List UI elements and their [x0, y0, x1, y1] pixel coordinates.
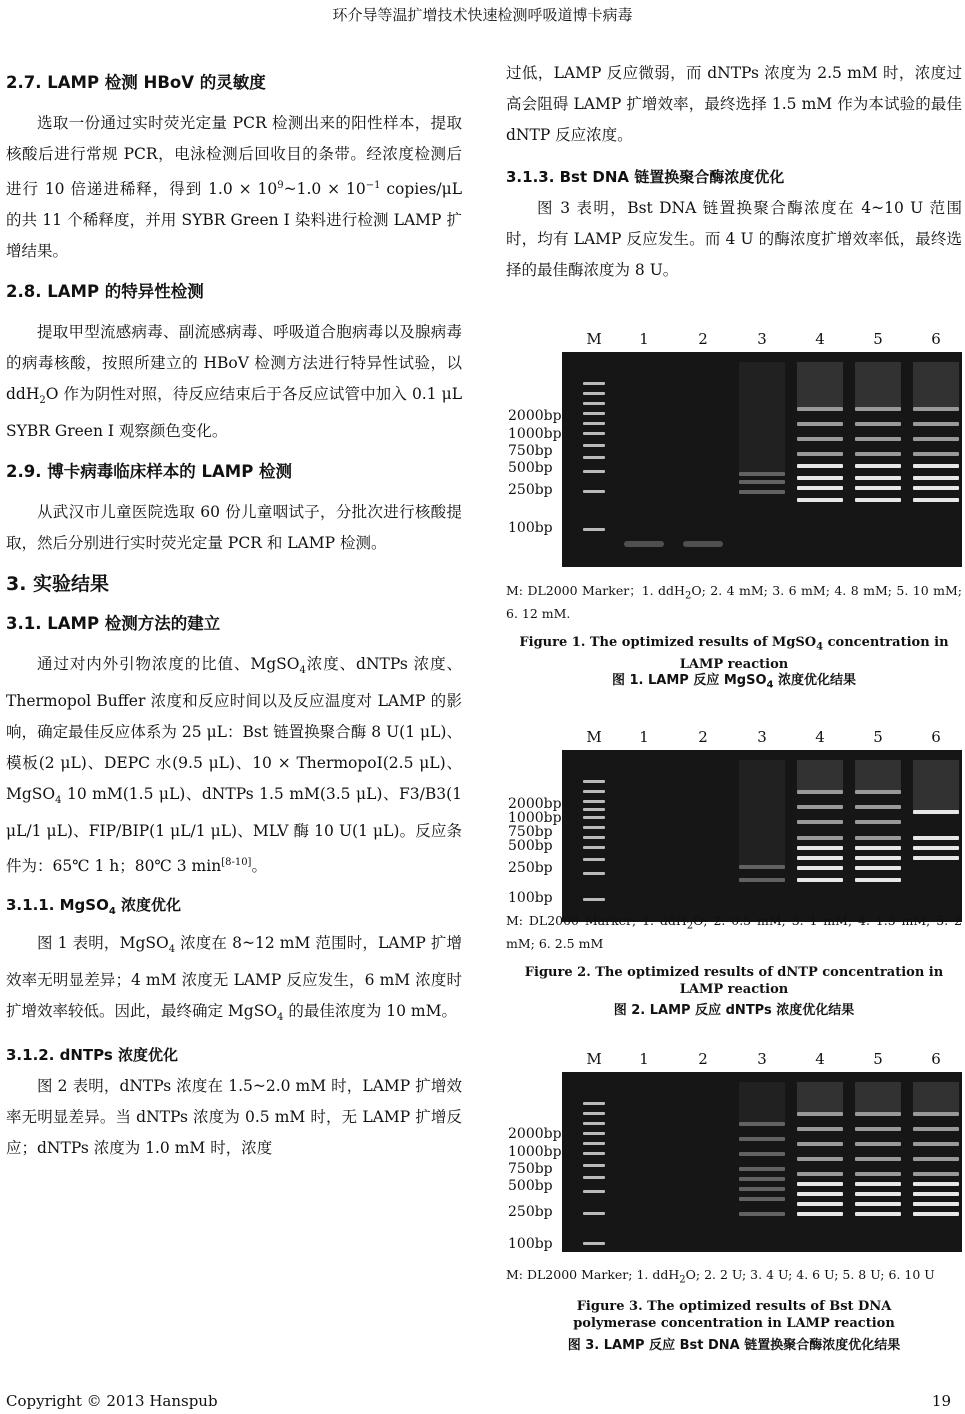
- size-marker-label: 1000bp: [508, 810, 562, 826]
- gel-band: [583, 1142, 605, 1145]
- primer-dimer-band: [624, 541, 664, 547]
- size-marker-label: 100bp: [508, 890, 553, 906]
- gel-band: [855, 422, 901, 426]
- size-marker-label: 250bp: [508, 1204, 553, 1220]
- gel-band: [583, 1112, 605, 1115]
- gel-band: [855, 1127, 901, 1131]
- gel-band: [797, 422, 843, 426]
- gel-band: [583, 490, 605, 493]
- gel-band: [797, 836, 843, 840]
- lane-label-5: 5: [873, 330, 883, 348]
- gel-smear: [739, 1082, 785, 1122]
- size-marker-label: 2000bp: [508, 796, 562, 812]
- gel-band: [583, 422, 605, 425]
- gel-band: [583, 1176, 605, 1179]
- gel-bands-3: [562, 1072, 962, 1252]
- gel-band: [797, 498, 843, 502]
- gel-band: [913, 437, 959, 441]
- lane-label-4: 4: [815, 1050, 825, 1068]
- gel-band: [739, 1167, 785, 1171]
- gel-band: [797, 866, 843, 870]
- gel-band: [913, 1192, 959, 1196]
- section-heading-3-1: 3.1. LAMP 检测方法的建立: [6, 614, 221, 634]
- gel-band: [583, 432, 605, 435]
- gel-smear: [739, 362, 785, 472]
- gel-band: [583, 836, 605, 839]
- figure-1-caption-cn: 图 1. LAMP 反应 MgSO$_4$ 浓度优化结果: [611, 673, 857, 691]
- gel-band: [797, 1202, 843, 1206]
- size-marker-label: 500bp: [508, 1178, 553, 1194]
- size-marker-label: 1000bp: [508, 426, 562, 442]
- gel-band: [855, 836, 901, 840]
- gel-band: [739, 1152, 785, 1156]
- gel-band: [913, 422, 959, 426]
- section-heading-2-9: 2.9. 博卡病毒临床样本的 LAMP 检测: [6, 462, 293, 482]
- size-marker-label: 1000bp: [508, 1144, 562, 1160]
- gel-band: [855, 1192, 901, 1196]
- gel-band: [855, 1142, 901, 1146]
- paragraph-2-7: 选取一份通过实时荧光定量 PCR 检测出来的阳性样本，提取核酸后进行常规 PCR，电泳检测后回收目的条带。经浓度检测后进行 10 倍递进稀释，得到 $1.0 \times 10^9\sim 1.0 \times 10^{-1}$ copies/μL 的共 11 个稀释度，并用 SYBR Green I 染料进行检测 LAMP 扩增结果。: [6, 114, 462, 261]
- gel-band: [913, 810, 959, 814]
- gel-band: [583, 1212, 605, 1215]
- lane-label-2: 2: [698, 330, 708, 348]
- figure-2-legend: M: DL2000 Marker; 1. ddH$_2$O; 2. 0.5 mM; 3. 1 mM; 4. 1.5 mM; 5. 2 mM; 6. 2.5 mM: [506, 913, 962, 951]
- gel-band: [797, 1127, 843, 1131]
- figure-3-caption-cn: 图 3. LAMP 反应 Bst DNA 链置换聚合酶浓度优化结果: [567, 1338, 901, 1353]
- gel-band: [855, 498, 901, 502]
- gel-band: [913, 1127, 959, 1131]
- gel-band: [855, 1202, 901, 1206]
- gel-band: [797, 820, 843, 824]
- gel-band: [797, 407, 843, 411]
- gel-band: [855, 1172, 901, 1176]
- gel-band: [583, 898, 605, 901]
- gel-band: [855, 866, 901, 870]
- paragraph-2-9: 从武汉市儿童医院选取 60 份儿童咽试子，分批次进行核酸提取，然后分别进行实时荧光定量 PCR 和 LAMP 检测。: [6, 503, 462, 553]
- size-marker-label: 500bp: [508, 838, 553, 854]
- gel-band: [797, 464, 843, 468]
- section-heading-2-8: 2.8. LAMP 的特异性检测: [6, 282, 204, 302]
- lane-label-1: 1: [639, 1050, 649, 1068]
- size-marker-label: 750bp: [508, 443, 553, 459]
- lane-label-6: 6: [931, 1050, 941, 1068]
- gel-band: [797, 846, 843, 850]
- lane-label-5: 5: [873, 1050, 883, 1068]
- figure-1-legend: M: DL2000 Marker；1. ddH$_2$O; 2. 4 mM; 3. 6 mM; 4. 8 mM; 5. 10 mM; 6. 12 mM.: [506, 583, 962, 621]
- gel-image-2: [562, 750, 962, 922]
- gel-bands-2: [562, 750, 962, 922]
- gel-band: [583, 816, 605, 819]
- gel-band: [913, 1202, 959, 1206]
- primer-dimer-band: [683, 541, 723, 547]
- gel-band: [913, 1172, 959, 1176]
- section-heading-3-1-1: 3.1.1. MgSO$_4$ 浓度优化: [6, 895, 182, 917]
- gel-band: [855, 1212, 901, 1216]
- gel-band: [797, 856, 843, 860]
- gel-band: [855, 856, 901, 860]
- footer-copyright: Copyright © 2013 Hanspub: [6, 1392, 218, 1410]
- gel-band: [797, 1142, 843, 1146]
- gel-band: [913, 1142, 959, 1146]
- lane-label-1: 1: [639, 728, 649, 746]
- lane-label-3: 3: [757, 330, 767, 348]
- gel-band: [583, 846, 605, 849]
- lane-label-3: 3: [757, 1050, 767, 1068]
- gel-band: [913, 856, 959, 860]
- gel-band: [855, 452, 901, 456]
- gel-band: [583, 402, 605, 405]
- paragraph-3-1-2: 图 2 表明，dNTPs 浓度在 1.5~2.0 mM 时，LAMP 扩增效率无明显差异。当 dNTPs 浓度为 0.5 mM 时，无 LAMP 扩增反应；dNTPs 浓度为 1.0 mM 时，浓度: [6, 1076, 462, 1157]
- gel-band: [739, 865, 785, 869]
- lane-label-3: 3: [757, 728, 767, 746]
- gel-band: [583, 528, 605, 531]
- running-header: 环介导等温扩增技术快速检测呼吸道博卡病毒: [332, 6, 633, 24]
- size-marker-label: 100bp: [508, 520, 553, 536]
- size-marker-label: 750bp: [508, 1161, 553, 1177]
- gel-smear: [913, 760, 959, 810]
- size-marker-label: 250bp: [508, 860, 553, 876]
- gel-band: [739, 472, 785, 476]
- gel-band: [739, 1197, 785, 1201]
- gel-band: [583, 392, 605, 395]
- lane-label-4: 4: [815, 330, 825, 348]
- gel-band: [855, 790, 901, 794]
- lane-label-6: 6: [931, 728, 941, 746]
- lane-label-m: M: [586, 330, 602, 348]
- size-marker-label: 2000bp: [508, 1126, 562, 1142]
- lane-label-1: 1: [639, 330, 649, 348]
- gel-band: [583, 1132, 605, 1135]
- gel-band: [797, 1182, 843, 1186]
- paragraph-3-1-1: 图 1 表明，MgSO$_4$ 浓度在 8~12 mM 范围时，LAMP 扩增效率无明显差异；4 mM 浓度无 LAMP 反应发生，6 mM 浓度时扩增效率较低。因此，最终确定 MgSO$_4$ 的最佳浓度为 10 mM。: [6, 933, 462, 1023]
- lane-label-2: 2: [698, 728, 708, 746]
- gel-smear: [797, 760, 843, 790]
- paragraph-3-1-2-cont: 过低，LAMP 反应微弱，而 dNTPs 浓度为 2.5 mM 时，浓度过高会阻碍 LAMP 扩增效率，最终选择 1.5 mM 作为本试验的最佳 dNTP 反应浓度。: [506, 64, 962, 144]
- gel-band: [739, 1177, 785, 1181]
- gel-band: [913, 836, 959, 840]
- gel-smear: [913, 362, 959, 407]
- gel-band: [855, 486, 901, 490]
- gel-image-3: [562, 1072, 962, 1252]
- gel-band: [583, 1164, 605, 1167]
- gel-band: [583, 444, 605, 447]
- size-marker-label: 500bp: [508, 460, 553, 476]
- figure-2: [506, 728, 962, 1028]
- size-marker-label: 100bp: [508, 1236, 553, 1252]
- gel-band: [855, 1112, 901, 1116]
- gel-band: [913, 1112, 959, 1116]
- gel-band: [855, 878, 901, 882]
- lane-labels-2: [506, 728, 962, 748]
- lane-label-m: M: [586, 728, 602, 746]
- gel-band: [797, 1212, 843, 1216]
- gel-band: [739, 1212, 785, 1216]
- gel-band: [913, 1157, 959, 1161]
- gel-band: [913, 486, 959, 490]
- figure-3-legend: M: DL2000 Marker; 1. ddH$_2$O; 2. 2 U; 3. 4 U; 4. 6 U; 5. 8 U; 6. 10 U: [506, 1267, 935, 1286]
- gel-band: [583, 872, 605, 875]
- size-marker-label: 2000bp: [508, 408, 562, 424]
- gel-band: [797, 790, 843, 794]
- gel-band: [739, 1122, 785, 1126]
- lane-label-5: 5: [873, 728, 883, 746]
- gel-band: [797, 878, 843, 882]
- gel-band: [913, 452, 959, 456]
- gel-band: [739, 878, 785, 882]
- gel-band: [855, 1157, 901, 1161]
- gel-band: [797, 452, 843, 456]
- gel-band: [583, 412, 605, 415]
- gel-band: [583, 790, 605, 793]
- gel-band: [797, 1192, 843, 1196]
- section-heading-3: 3. 实验结果: [6, 573, 110, 596]
- gel-band: [797, 1157, 843, 1161]
- paragraph-3-1: 通过对内外引物浓度的比值、MgSO$_4$浓度、dNTPs 浓度、Thermopol Buffer 浓度和反应时间以及反应温度对 LAMP 的影响，确定最佳反应体系为 25 μL：Bst 链置换聚合酶 8 U(1 μL)、模板(2 μL)、DEPC 水(9.5 μL)、10 × ThermopoI(2.5 μL)、MgSO$_4$ 10 mM(1.5 μL)、dNTPs 1.5 mM(3.5 μL)、F3/B3(1 μL/1 μL)、FIP/BIP(1 μL/1 μL)、MLV 酶 10 U(1 μL)。反应条件为：65℃ 1 h；80℃ 3 min[8-10]。: [6, 655, 463, 876]
- gel-band: [739, 490, 785, 494]
- lane-labels-3: [506, 1050, 962, 1070]
- gel-band: [583, 780, 605, 783]
- figure-1: [506, 330, 962, 690]
- paragraph-2-8: 提取甲型流感病毒、副流感病毒、呼吸道合胞病毒以及腺病毒的病毒核酸，按照所建立的 HBoV 检测方法进行特异性试验，以 ddH$_2$O 作为阴性对照，待反应结束后于各反应试管中加入 0.1 μL SYBR Green I 观察颜色变化。: [6, 323, 462, 441]
- gel-band: [855, 437, 901, 441]
- gel-band: [913, 846, 959, 850]
- gel-band: [855, 820, 901, 824]
- figure-1-caption-en: Figure 1. The optimized results of MgSO$_4$ concentration in LAMP reaction: [519, 635, 949, 672]
- section-heading-3-1-2: 3.1.2. dNTPs 浓度优化: [6, 1045, 179, 1064]
- gel-band: [797, 476, 843, 480]
- section-heading-2-7: 2.7. LAMP 检测 HBoV 的灵敏度: [6, 73, 266, 92]
- gel-band: [855, 805, 901, 809]
- left-column: [6, 58, 462, 1164]
- gel-band: [583, 858, 605, 861]
- gel-band: [797, 486, 843, 490]
- gel-band: [913, 476, 959, 480]
- gel-band: [739, 1187, 785, 1191]
- figure-2-caption-cn: 图 2. LAMP 反应 dNTPs 浓度优化结果: [613, 1003, 855, 1018]
- gel-band: [583, 382, 605, 385]
- lane-labels-1: [506, 330, 962, 350]
- gel-smear: [739, 760, 785, 865]
- gel-smear: [855, 362, 901, 407]
- lane-label-6: 6: [931, 330, 941, 348]
- gel-band: [797, 437, 843, 441]
- gel-image-1: [562, 352, 962, 567]
- section-heading-3-1-3: 3.1.3. Bst DNA 链置换聚合酶浓度优化: [506, 168, 785, 186]
- lane-label-2: 2: [698, 1050, 708, 1068]
- gel-smear: [913, 1082, 959, 1112]
- gel-band: [855, 476, 901, 480]
- right-column: [506, 58, 962, 286]
- gel-band: [855, 1182, 901, 1186]
- gel-band: [913, 1182, 959, 1186]
- gel-band: [739, 480, 785, 484]
- figure-3: [506, 1050, 962, 1360]
- gel-smear: [797, 1082, 843, 1112]
- gel-band: [583, 1190, 605, 1193]
- gel-band: [913, 407, 959, 411]
- gel-bands-1: [562, 352, 962, 567]
- gel-band: [583, 1122, 605, 1125]
- gel-band: [583, 826, 605, 829]
- paragraph-3-1-3: 图 3 表明，Bst DNA 链置换聚合酶浓度在 4~10 U 范围时，均有 LAMP 反应发生。而 4 U 的酶浓度扩增效率低，最终选择的最佳酶浓度为 8 U。: [506, 199, 962, 279]
- size-marker-label: 750bp: [508, 824, 553, 840]
- size-marker-label: 250bp: [508, 482, 553, 498]
- gel-band: [583, 1152, 605, 1155]
- lane-label-4: 4: [815, 728, 825, 746]
- gel-band: [797, 805, 843, 809]
- gel-band: [913, 464, 959, 468]
- gel-band: [797, 1172, 843, 1176]
- gel-band: [739, 1137, 785, 1141]
- gel-band: [583, 1242, 605, 1245]
- gel-band: [583, 1102, 605, 1105]
- gel-band: [855, 464, 901, 468]
- gel-smear: [855, 1082, 901, 1112]
- footer-page-number: 19: [931, 1392, 951, 1410]
- gel-band: [913, 498, 959, 502]
- figure-3-caption-en: Figure 3. The optimized results of Bst DNA polymerase concentration in LAMP reaction: [573, 1299, 895, 1331]
- gel-band: [583, 808, 605, 811]
- gel-band: [855, 407, 901, 411]
- gel-smear: [797, 362, 843, 407]
- figure-2-caption-en: Figure 2. The optimized results of dNTP concentration in LAMP reaction: [524, 965, 944, 997]
- gel-smear: [855, 760, 901, 790]
- gel-band: [855, 846, 901, 850]
- gel-band: [797, 1112, 843, 1116]
- gel-band: [583, 456, 605, 459]
- gel-band: [913, 1212, 959, 1216]
- lane-label-m: M: [586, 1050, 602, 1068]
- gel-band: [583, 800, 605, 803]
- gel-band: [583, 470, 605, 473]
